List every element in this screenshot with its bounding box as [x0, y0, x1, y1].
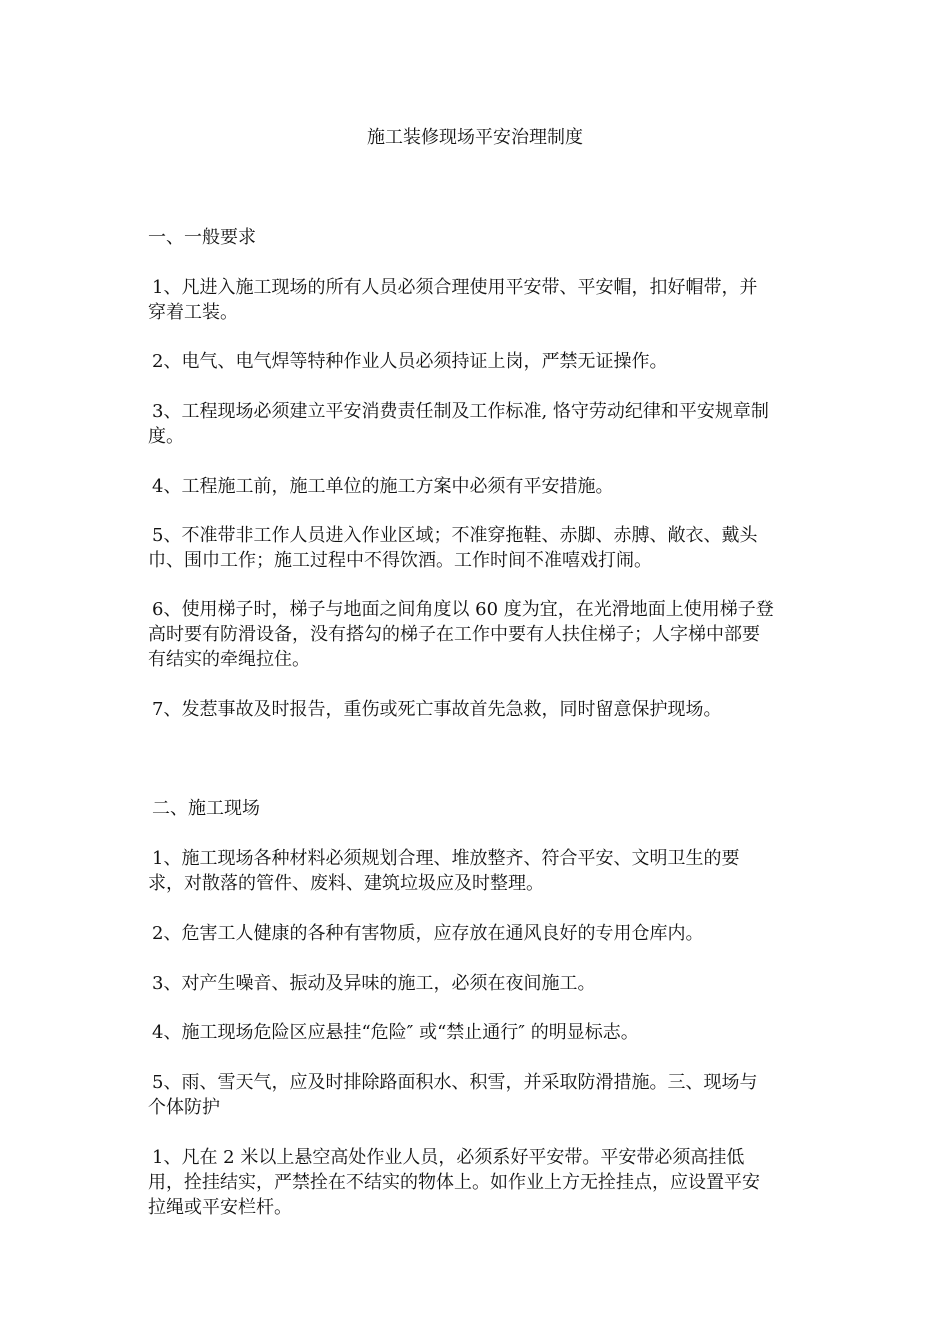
paragraph-line: 7、发惹事故及时报告，重伤或死亡事故首先急救，同时留意保护现场。: [152, 699, 722, 720]
section-heading: [148, 796, 260, 821]
paragraph-line: 4、工程施工前，施工单位的施工方案中必须有平安措施。: [152, 476, 614, 497]
paragraph-line: 6、使用梯子时，梯子与地面之间角度以 60 度为宜，在光滑地面上使用梯子登: [152, 599, 774, 620]
list-item: [148, 474, 613, 499]
paragraph-line: 2、危害工人健康的各种有害物质，应存放在通风良好的专用仓库内。: [152, 923, 704, 944]
paragraph-line: 穿着工装。: [148, 302, 238, 323]
paragraph-line: 巾、围巾工作；施工过程中不得饮酒。工作时间不准嘻戏打闹。: [148, 550, 652, 571]
paragraph-line: 5、不准带非工作人员进入作业区域；不准穿拖鞋、赤脚、赤膊、敞衣、戴头: [152, 525, 758, 546]
paragraph-line: 2、电气、电气焊等特种作业人员必须持证上岗，严禁无证操作。: [152, 351, 668, 372]
list-item: [148, 275, 757, 325]
paragraph-line: 3、对产生噪音、振动及异味的施工，必须在夜间施工。: [152, 973, 596, 994]
paragraph-line: 度。: [148, 426, 184, 447]
paragraph-line: 用，拴挂结实，严禁拴在不结实的物体上。如作业上方无拴挂点，应设置平安: [148, 1172, 760, 1193]
paragraph-line: 1、凡进入施工现场的所有人员必须合理使用平安带、平安帽，扣好帽带，并: [152, 277, 758, 298]
paragraph-line: 1、凡在 2 米以上悬空高处作业人员，必须系好平安带。平安带必须高挂低: [152, 1147, 745, 1168]
paragraph-line: 1、施工现场各种材料必须规划合理、堆放整齐、符合平安、文明卫生的要: [152, 848, 740, 869]
paragraph-line: 二、施工现场: [152, 798, 260, 819]
list-item: [148, 971, 595, 996]
document-title: 施工装修现场平安治理制度: [367, 127, 583, 148]
paragraph-line: 5、雨、雪天气，应及时排除路面积水、积雪，并采取防滑措施。三、现场与: [152, 1072, 758, 1093]
paragraph-line: 个体防护: [148, 1097, 220, 1118]
paragraph-line: 高时要有防滑设备，没有搭勾的梯子在工作中要有人扶住梯子；人字梯中部要: [148, 624, 760, 645]
list-item: [148, 1020, 639, 1045]
paragraph-line: 4、施工现场危险区应悬挂“危险″ 或“禁止通行″ 的明显标志。: [152, 1022, 639, 1043]
list-item: [148, 1070, 757, 1120]
list-item: [148, 597, 774, 672]
list-item: [148, 921, 703, 946]
list-item: [148, 523, 757, 573]
list-item: [148, 349, 667, 374]
list-item: [148, 846, 739, 896]
list-item: [148, 697, 721, 722]
paragraph-line: 3、工程现场必须建立平安消费责任制及工作标准, 恪守劳动纪律和平安规章制: [152, 401, 769, 422]
list-item: [148, 1145, 760, 1220]
list-item: [148, 399, 769, 449]
paragraph-line: 拉绳或平安栏杆。: [148, 1197, 292, 1218]
paragraph-line: 有结实的牵绳拉住。: [148, 649, 310, 670]
section-heading: [148, 225, 256, 250]
paragraph-line: 求，对散落的管件、废料、建筑垃圾应及时整理。: [148, 873, 544, 894]
paragraph-line: 一、一般要求: [148, 227, 256, 248]
